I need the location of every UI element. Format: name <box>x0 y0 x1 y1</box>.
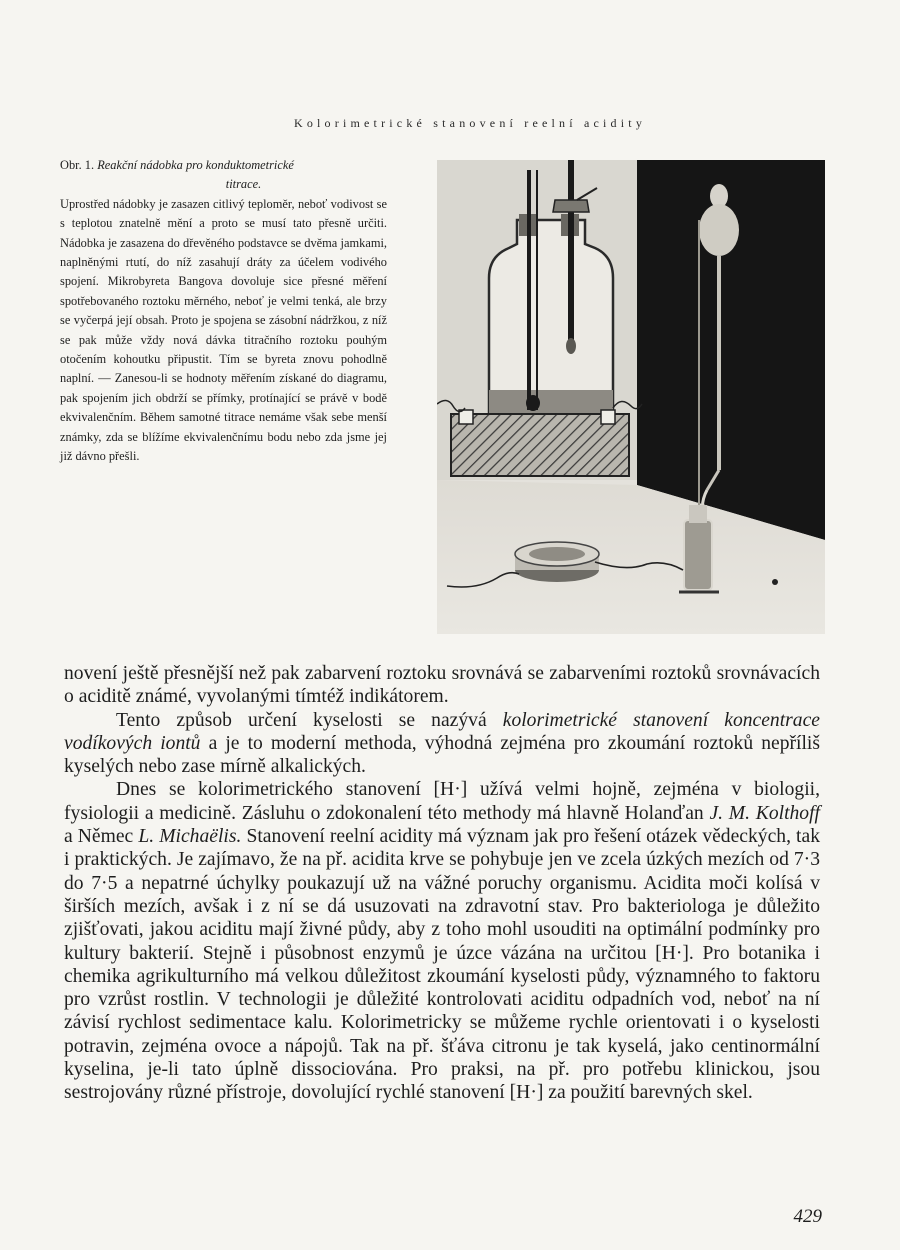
caption-number: Obr. 1. <box>60 158 95 172</box>
figure-caption <box>60 156 387 467</box>
page-number: 429 <box>793 1206 822 1227</box>
text-run: Dnes se kolorimetrického stanovení [H·] užívá velmi hojně, zejména v biologii, fysiologii a medicině. Zásluhu o zdokonalení této methody má hlavně Holanďan <box>64 779 820 824</box>
text-run: a je to moderní methoda, výhodná zejména pro zkoumání roztoků nepříliš kyselých nebo zase mírně alkalických. <box>64 732 820 778</box>
figure-photo <box>437 160 825 634</box>
caption-title: Reakční nádobka pro konduktometrické <box>97 158 294 172</box>
paragraph <box>64 662 820 709</box>
text-run: novení ještě přesnější než pak zabarvení roztoku srovnává se zabarveními roztoků srovnávacích o aciditě známé, vyvolanými tímtéž indikátorem. <box>64 663 820 708</box>
text-run: a Němec <box>64 826 139 848</box>
caption-body: Uprostřed nádobky je zasazen citlivý teploměr, neboť vodivost se s teplotou znatelně mění a proto se musí tato přesně určiti. Nádobka je zasazena do dřevěného podstavce se dvěma jamkami, naplněnými rtutí, do níž zasahují dráty za účelem vodivého spojení. Mikrobyreta Bangova dovoluje sice přesné měření spotřebovaného roztoku měrného, neboť je velmi tenká, ale brzy se vyčerpá její obsah. Proto je spojena se zásobní nádržkou, z níž se pak může vždy nová dávka titračního roztoku pouhým otočením kohoutku připustit. Tím se byreta znovu pohodlně naplní. — Zanesou-li se hodnoty měřením získané do diagramu, pak spojením jich obdrží se přímky, protínající se právě v bodě ekvivalenčním. Během samotné titrace nemáme však sebe menší známky, zda se blížíme ekvivalenčnímu bodu nebo zda jsme jej již dávno přešli. <box>60 196 387 464</box>
text-run: Tento způsob určení kyselosti se nazývá <box>116 709 503 731</box>
caption-heading <box>60 156 387 195</box>
running-head: Kolorimetrické stanovení reelní acidity <box>293 116 647 130</box>
body-text <box>64 662 820 1105</box>
italic-text-run: J. M. Kolthoff <box>709 802 820 824</box>
paragraph <box>64 778 820 1104</box>
caption-title-continued: titrace. <box>225 177 262 192</box>
paragraph <box>64 709 820 779</box>
italic-text-run: kolorimetrické stanovení koncentrace vodíkových iontů <box>64 709 820 754</box>
text-run: Stanovení reelní acidity má význam jak pro řešení otázek vědeckých, tak i praktických. Je zajímavo, že na př. acidita krve se pohybuje jen ve zcela úzkých mezích od 7·3 do 7·5 a nepatrné úchylky poukazují už na vážné poruchy organismu. Acidita moči kolísá v širších mezích, avšak i z ní se dá usuzovati na zdravotní stav. Pro bakteriologa je důležito zjišťovati, jakou aciditu mají živné půdy, aby z toho mohl usouditi na optimální podmínky pro kultury bakterií. Stejně i působnost enzymů je úzce vázána na určitou [H·]. Pro botanika i chemika agrikulturního má velkou důležitost zkoumání kyselosti půdy, významného to faktoru pro vzrůst rostlin. V technologii je důležité kontrolovati aciditu odpadních vod, neboť na ní závisí rychlost sedimentace kalu. Kolorimetricky se můžeme rychle orientovati i o kyselosti potravin, zejména ovoce a nápojů. Tak na př. šťáva citronu je tak kyselá, jako centinormální kyselina, je-li tato úplně dissociována. Pro praksi, na př. pro potřebu klinickou, jsou sestrojovány různé přístroje, dovolující rychlé stanovení [H·] za použití barevných skel. <box>64 826 820 1104</box>
reaction-vessel-illustration <box>437 160 825 634</box>
italic-text-run: L. Michaëlis. <box>138 826 242 848</box>
